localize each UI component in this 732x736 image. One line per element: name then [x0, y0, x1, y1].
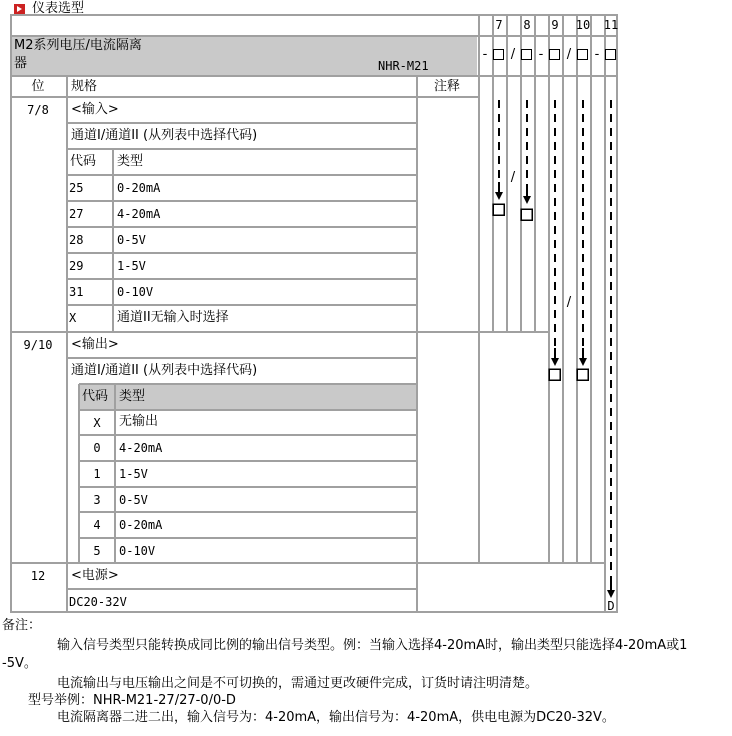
- code-cell: 27: [69, 207, 84, 221]
- terminal-code-d: D: [607, 599, 615, 613]
- note-line: 电流输出与电压输出之间是不可切换的，需通过更改硬件完成，订货时请注明清楚。: [57, 676, 539, 691]
- series-title-line1: M2系列电压/电流隔离: [14, 38, 142, 53]
- section-78-code-header: 代码: [70, 154, 97, 169]
- code-cell: 25: [69, 181, 84, 195]
- code-cell: 28: [69, 233, 84, 247]
- code-cell: 3: [93, 493, 101, 507]
- separator-slash: /: [510, 47, 516, 62]
- page-title: 仪表选型: [32, 1, 85, 16]
- digit-col-11: 11: [603, 18, 619, 32]
- type-cell: 4-20mA: [117, 207, 161, 221]
- type-cell: 0-5V: [117, 233, 146, 247]
- section-910-type-header: 类型: [119, 389, 146, 404]
- section-78-position: 7/8: [27, 103, 49, 117]
- digit-col-10: 10: [575, 18, 591, 32]
- code-box-9: [549, 49, 560, 60]
- leader-slash-9-10: /: [566, 295, 572, 310]
- type-cell: 0-10V: [117, 285, 154, 299]
- leader-slash-7-8: /: [510, 170, 516, 185]
- code-cell: 29: [69, 259, 84, 273]
- type-cell: 无输出: [119, 414, 159, 429]
- digit-col-9: 9: [551, 18, 559, 32]
- section-78-title: <输入>: [71, 102, 119, 117]
- section-910-code-header: 代码: [82, 389, 109, 404]
- code-cell: 1: [93, 467, 101, 481]
- code-box-7: [493, 49, 504, 60]
- type-cell: 0-10V: [119, 544, 156, 558]
- notes-label: 备注：: [2, 618, 42, 633]
- separator-dash: -: [538, 47, 544, 62]
- header-note: 注释: [433, 79, 461, 94]
- model-code: NHR-M21: [378, 59, 429, 73]
- separator-slash: /: [566, 47, 572, 62]
- type-cell: 0-20mA: [119, 518, 163, 532]
- code-cell: X: [69, 311, 77, 325]
- type-cell: 1-5V: [119, 467, 148, 481]
- type-cell: 0-5V: [119, 493, 148, 507]
- code-cell: 5: [93, 544, 101, 558]
- series-title-line2: 器: [14, 56, 28, 71]
- note-line: -5V。: [2, 656, 37, 671]
- section-78-type-header: 类型: [117, 154, 144, 169]
- code-cell: 31: [69, 285, 84, 299]
- section-12-title: <电源>: [71, 568, 119, 583]
- section-78-subtitle: 通道I/通道II (从列表中选择代码): [71, 128, 258, 143]
- code-box-11: [605, 49, 616, 60]
- section-910-title: <输出>: [71, 337, 119, 352]
- section-910-subtitle: 通道I/通道II (从列表中选择代码): [71, 363, 258, 378]
- type-cell: 1-5V: [117, 259, 146, 273]
- note-line: 电流隔离器二进二出，输入信号为：4-20mA，输出信号为：4-20mA，供电电源为DC20-32V。: [57, 710, 615, 725]
- code-cell: 4: [93, 518, 101, 532]
- note-line: 型号举例：NHR-M21-27/27-0/0-D: [28, 693, 236, 708]
- type-cell: 0-20mA: [117, 181, 161, 195]
- section-12-value: DC20-32V: [69, 595, 127, 609]
- digit-col-8: 8: [523, 18, 531, 32]
- digit-col-7: 7: [495, 18, 503, 32]
- code-box-10: [577, 49, 588, 60]
- code-cell: X: [93, 416, 101, 430]
- section-12-position: 12: [30, 569, 46, 583]
- model-selection-table: [10, 14, 618, 613]
- section-910-position: 9/10: [23, 338, 53, 352]
- header-spec: 规格: [71, 79, 98, 94]
- code-box-8: [521, 49, 532, 60]
- type-cell: 4-20mA: [119, 441, 163, 455]
- code-cell: 0: [93, 441, 101, 455]
- header-position: 位: [31, 79, 45, 94]
- separator-dash: -: [594, 47, 600, 62]
- separator-dash: -: [482, 47, 488, 62]
- note-line: 输入信号类型只能转换成同比例的输出信号类型。例：当输入选择4-20mA时，输出类型只能选择4-20mA或1: [57, 638, 688, 653]
- type-cell: 通道II无输入时选择: [117, 310, 229, 325]
